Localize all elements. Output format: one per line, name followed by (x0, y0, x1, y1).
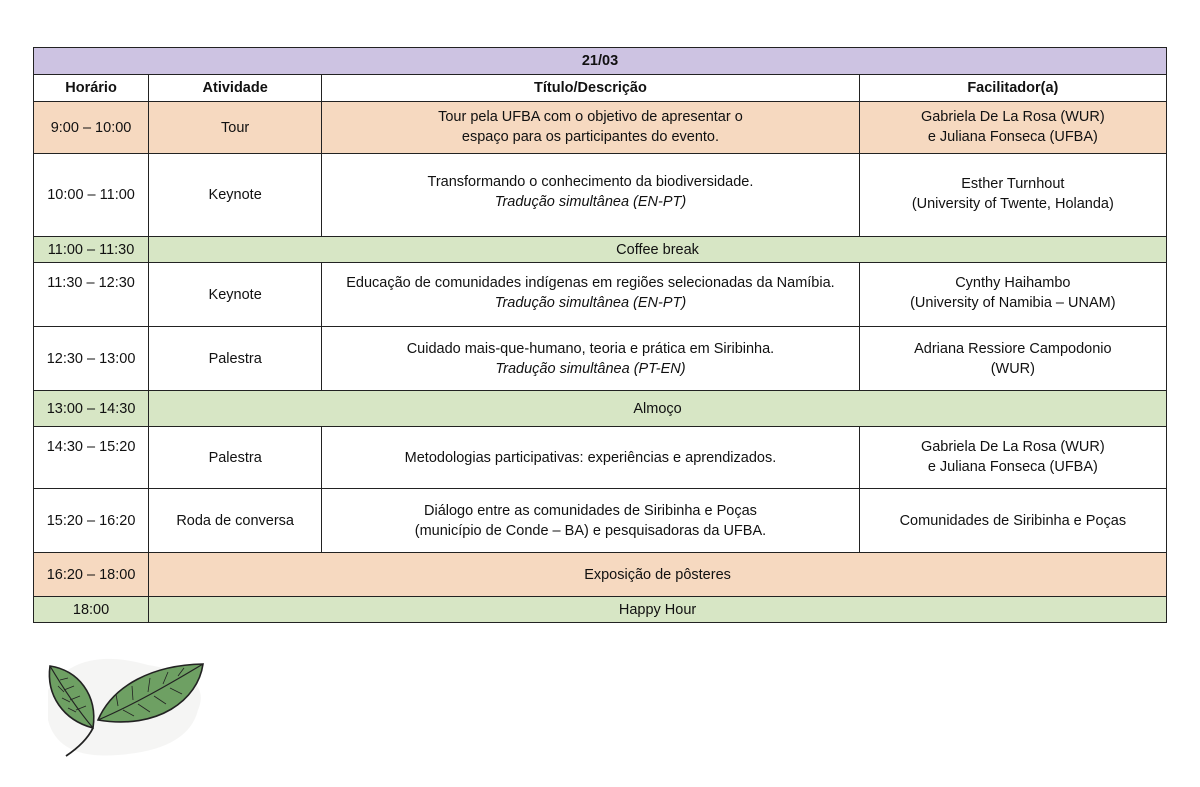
activity-cell: Palestra (149, 427, 322, 489)
facilitator-line: Gabriela De La Rosa (WUR) (920, 109, 1105, 125)
header-activity: Atividade (149, 75, 322, 102)
schedule-row-palestra-2 (34, 427, 1167, 489)
facilitator-line: (University of Twente, Holanda) (911, 196, 1114, 212)
title-cell (322, 263, 859, 327)
facilitator-cell (859, 427, 1166, 489)
activity-cell: Palestra (149, 327, 322, 391)
facilitator-cell (859, 327, 1166, 391)
activity-cell: Keynote (149, 263, 322, 327)
title-line: Metodologias participativas: experiências e aprendizados. (404, 449, 777, 466)
title-cell (322, 427, 859, 489)
schedule-row-posters (34, 553, 1167, 597)
facilitator-cell (859, 263, 1166, 327)
time-cell: 12:30 – 13:00 (34, 327, 149, 391)
facilitator-line: Cynthy Haihambo (955, 275, 1071, 291)
schedule-row-roda-de-conversa (34, 489, 1167, 553)
translation-note: Tradução simultânea (PT-EN) (495, 360, 686, 377)
schedule-row-tour (34, 102, 1167, 154)
title-cell (322, 154, 859, 237)
date-row (34, 48, 1167, 75)
time-cell: 9:00 – 10:00 (34, 102, 149, 154)
title-line: Educação de comunidades indígenas em regiões selecionadas da Namíbia. (346, 275, 835, 291)
header-time: Horário (34, 75, 149, 102)
break-cell: Almoço (149, 391, 1167, 427)
time-cell: 18:00 (34, 597, 149, 623)
time-cell: 13:00 – 14:30 (34, 391, 149, 427)
facilitator-line: Gabriela De La Rosa (WUR) (920, 439, 1105, 455)
title-cell (322, 102, 859, 154)
break-cell: Happy Hour (149, 597, 1167, 623)
schedule-table (33, 47, 1167, 623)
facilitator-cell (859, 489, 1166, 553)
time-cell: 11:30 – 12:30 (34, 263, 149, 327)
activity-cell: Keynote (149, 154, 322, 237)
title-line: (município de Conde – BA) e pesquisadoras da UFBA. (414, 522, 767, 539)
facilitator-line: e Juliana Fonseca (UFBA) (927, 129, 1098, 145)
break-cell: Coffee break (149, 237, 1167, 263)
title-cell (322, 489, 859, 553)
schedule-row-keynote-2 (34, 263, 1167, 327)
time-cell: 15:20 – 16:20 (34, 489, 149, 553)
facilitator-line: (WUR) (990, 360, 1035, 377)
time-cell: 11:00 – 11:30 (34, 237, 149, 263)
schedule-row-palestra-1 (34, 327, 1167, 391)
header-title: Título/Descrição (322, 75, 859, 102)
leaf-illustration (38, 650, 213, 760)
title-cell (322, 327, 859, 391)
header-facilitator: Facilitador(a) (859, 75, 1166, 102)
activity-cell: Tour (149, 102, 322, 154)
facilitator-line: (University of Namibia – UNAM) (910, 295, 1116, 311)
translation-note: Tradução simultânea (EN-PT) (494, 194, 687, 210)
header-row (34, 75, 1167, 102)
time-cell: 16:20 – 18:00 (34, 553, 149, 597)
facilitator-line: Comunidades de Siribinha e Poças (899, 512, 1127, 529)
date-heading: 21/03 (34, 48, 1167, 75)
facilitator-cell (859, 154, 1166, 237)
title-line: Tour pela UFBA com o objetivo de apresentar o (438, 109, 743, 125)
facilitator-cell (859, 102, 1166, 154)
leaf-icon (38, 650, 213, 760)
schedule-row-happy-hour (34, 597, 1167, 623)
facilitator-line: Esther Turnhout (961, 176, 1065, 192)
title-line: Cuidado mais-que-humano, teoria e prática em Siribinha. (406, 340, 775, 357)
translation-note: Tradução simultânea (EN-PT) (494, 295, 687, 311)
time-cell: 10:00 – 11:00 (34, 154, 149, 237)
schedule-row-coffee-break (34, 237, 1167, 263)
activity-cell: Roda de conversa (149, 489, 322, 553)
break-cell: Exposição de pôsteres (149, 553, 1167, 597)
facilitator-line: e Juliana Fonseca (UFBA) (927, 459, 1098, 475)
title-line: Transformando o conhecimento da biodiversidade. (427, 174, 754, 190)
title-line: Diálogo entre as comunidades de Siribinha e Poças (424, 502, 757, 519)
time-cell: 14:30 – 15:20 (34, 427, 149, 489)
schedule-row-keynote-1 (34, 154, 1167, 237)
schedule-row-lunch (34, 391, 1167, 427)
facilitator-line: Adriana Ressiore Campodonio (914, 340, 1112, 357)
title-line: espaço para os participantes do evento. (461, 129, 720, 145)
